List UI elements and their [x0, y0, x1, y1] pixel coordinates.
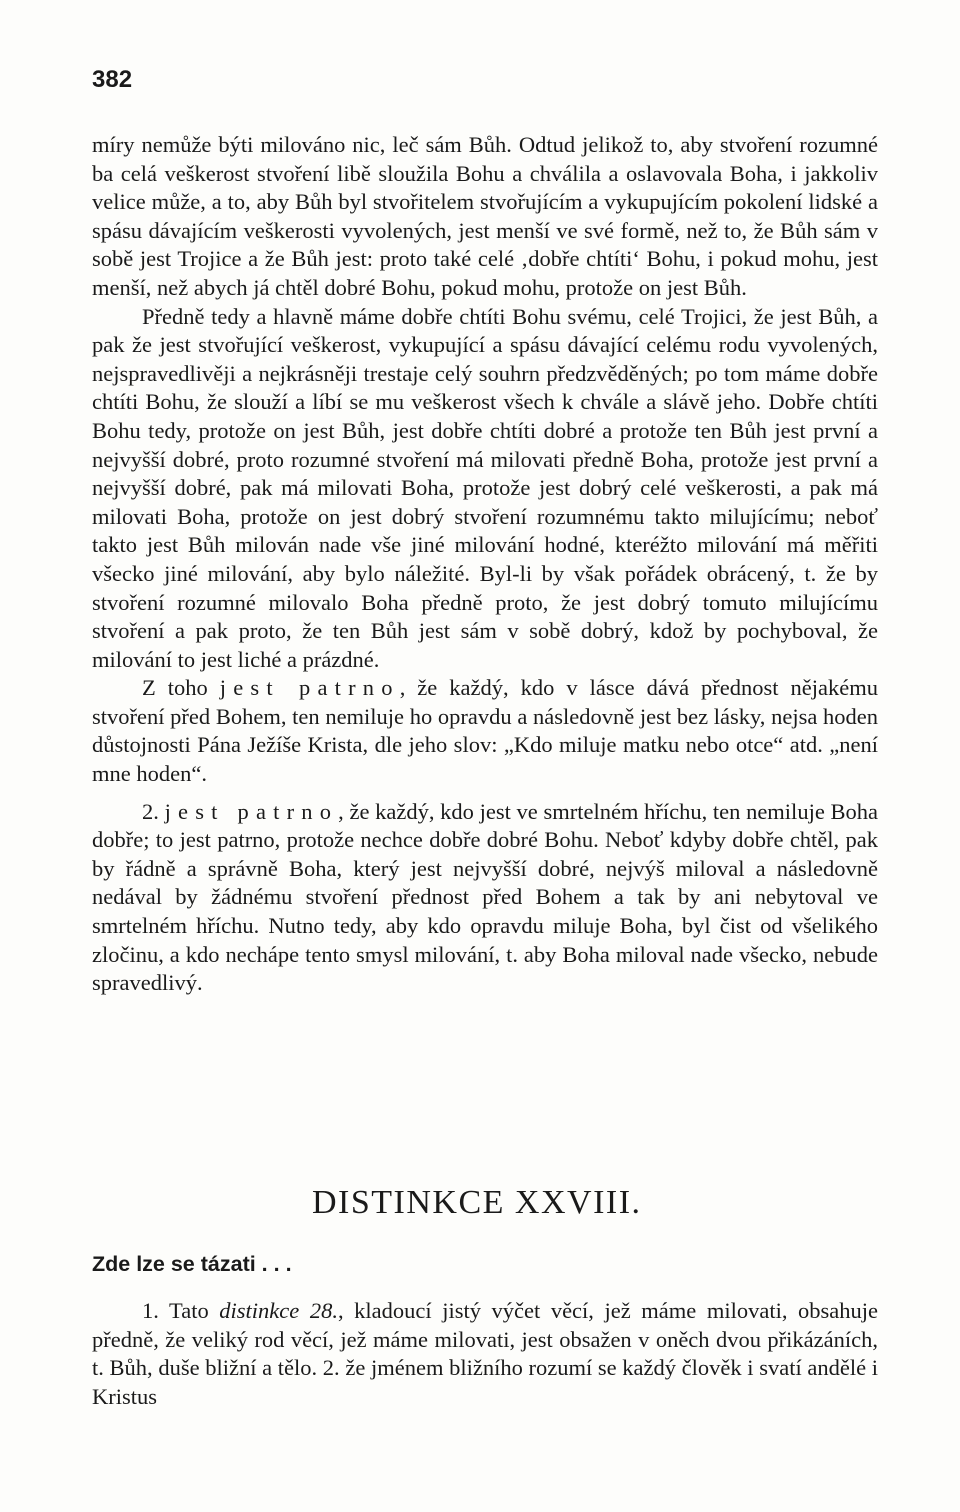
- paragraph-4-emphasis: jest patrno: [164, 798, 339, 824]
- paragraph-3: [92, 674, 878, 788]
- paragraph-4-prefix: 2.: [142, 798, 165, 824]
- section-heading: DISTINKCE XXVIII.: [312, 1184, 642, 1221]
- section-text: [92, 1297, 878, 1411]
- paragraph-5-italic: distinkce 28.: [219, 1298, 338, 1323]
- side-heading: Zde lze se tázati . . .: [92, 1252, 292, 1276]
- paragraph-4: [92, 798, 878, 998]
- paragraph-2: Předně tedy a hlavně máme dobře chtíti Bohu svému, celé Trojici, že jest Bůh, a pak že jest stvořující veškerost, vykupující a spásu dávající celému rodu vyvolených, nejspravedlivěji a nejkrásněji trestaje celý souhrn předzvěděných; po tom máme dobře chtíti Bohu, že slouží a líbí se mu veškerost všech k chvále a slávě jeho. Dobře chtíti Bohu tedy, protože on jest Bůh, jest dobře chtíti dobré a protože ten Bůh jest první a nejvyšší dobré, proto rozumné stvoření má milovati předně Boha, protože jest první a nejvyšší dobré, pak má milovati Boha, protože jest dobrý celé veškerosti, a pak má milovati Boha, protože on jest dobrý stvoření rozumnému takto milujícímu; neboť takto jest Bůh milován nade vše jiné milování hodné, kteréžto milování má měřiti všecko jiné milování, aby bylo náležité. Byl-li by však pořádek obrácený, t. že by stvoření rozumné milovalo Boha předně proto, že jest dobrý tomuto milujícímu stvoření a pak proto, že ten Bůh jest sám v sobě dobrý, kdož by pochyboval, že milování to jest liché a prázdné.: [92, 303, 878, 672]
- main-text: [92, 131, 878, 998]
- paragraph-gap: [92, 789, 878, 798]
- paragraph-5: [92, 1297, 878, 1411]
- paragraph-4-rest: , že každý, kdo jest ve smrtelném hříchu, ten nemiluje Boha dobře; to jest patrno, protože nechce dobře dobré Bohu. Neboť kdyby dobře chtěl, pak by řádně a správně Boha, který jest nejvyšší dobré, nejvýš miloval a následovně nedával by žádnému stvoření přednost před Bohem a tak by ani nebytoval ve smrtelném hříchu. Nutno tedy, aby kdo opravdu miluje Boha, byl čist od všelikého zločinu, a kdo nechápe tento smysl milování, t. aby Boha miloval nade všecko, nebude spravedlivý.: [92, 798, 878, 996]
- paragraph-3-rest: , že každý, kdo v lásce dává přednost nějakému stvoření před Bohem, ten nemiluje ho opravdu a následovně jest bez lásky, nejsa hoden důstojnosti Pána Ježíše Krista, dle jeho slov: „Kdo miluje matku nebo otce“ atd. „není mne hoden“.: [92, 675, 878, 787]
- paragraph-3-prefix: Z toho: [142, 675, 220, 701]
- paragraph-5-prefix: 1. Tato: [142, 1298, 220, 1323]
- paragraph-5-rest: , kladoucí jistý výčet věcí, jež máme milovati, obsahuje předně, že veliký rod věcí, jež máme milovati, jest obsažen v oněch dvou přikázáních, t. Bůh, duše bližní a tělo. 2. že jménem bližního rozumí se každý člověk i svatí andělé i Kristus: [92, 1298, 878, 1409]
- paragraph-1: míry nemůže býti milováno nic, leč sám Bůh. Odtud jelikož to, aby stvoření rozumné ba celá veškerost stvoření libě sloužila Bohu a chválila a oslavovala Boha, i jakkoliv velice může, a to, aby Bůh byl stvořitelem stvořujícím a vykupujícím pokolení lidské a spásu dávajícím veškerosti vyvolených, jest menší ve své formě, než to, že Bůh sám v sobě jest Trojice a že Bůh jest: proto také celé ‚dobře chtíti‘ Bohu, i pokud mohu, jest menší, než abych já chtěl dobré Bohu, pokud mohu, protože on jest Bůh.: [92, 132, 878, 300]
- page-number: 382: [92, 66, 133, 93]
- paragraph-3-emphasis: jest patrno: [219, 675, 400, 701]
